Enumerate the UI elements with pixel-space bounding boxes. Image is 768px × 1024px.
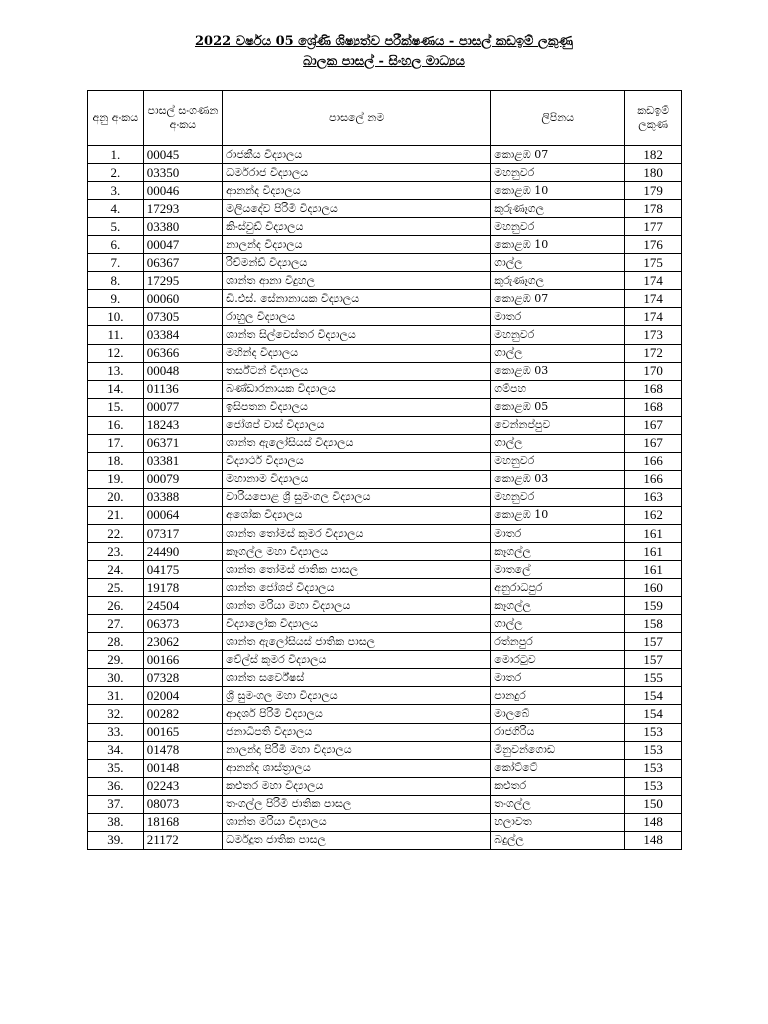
table-row [88,380,682,398]
table-row [88,272,682,290]
table-row [88,615,682,633]
school-name-cell: කෑගල්ල මහා විද්‍යාලය [223,543,491,561]
school-code-cell: 03384 [143,326,222,344]
table-row [88,362,682,380]
table-row [88,326,682,344]
address-cell: කෝට්ටේ [491,759,625,777]
table-row [88,308,682,326]
serial-cell: 21. [88,506,144,524]
address-cell: කළුතර [491,777,625,795]
serial-cell: 28. [88,633,144,651]
cutoff-mark-cell: 154 [625,687,682,705]
school-name-cell: රිච්මන්ඩ් විද්‍යාලය [223,254,491,272]
school-code-cell: 24504 [143,597,222,615]
school-code-cell: 00166 [143,651,222,669]
address-cell: කුරුණෑගල [491,272,625,290]
address-cell: මහනුවර [491,488,625,506]
serial-cell: 23. [88,543,144,561]
school-name-cell: රාජකීය විද්‍යාලය [223,146,491,164]
school-code-cell: 00282 [143,705,222,723]
school-name-cell: ජනාධිපති විද්‍යාලය [223,723,491,741]
cutoff-mark-cell: 157 [625,633,682,651]
cutoff-mark-cell: 150 [625,795,682,813]
school-code-cell: 17293 [143,200,222,218]
school-code-cell: 04175 [143,561,222,579]
address-cell: කොළඹ 05 [491,398,625,416]
table-row [88,705,682,723]
address-cell: කොළඹ 03 [491,470,625,488]
serial-cell: 4. [88,200,144,218]
address-cell: මාතර [491,669,625,687]
school-name-cell: තංගල්ල පිරිමි ජාතික පාසල [223,795,491,813]
school-code-cell: 03388 [143,488,222,506]
school-name-cell: ශ්‍රී සුමංගල මහා විද්‍යාලය [223,687,491,705]
school-code-cell: 00165 [143,723,222,741]
school-code-cell: 00148 [143,759,222,777]
address-cell: කොළඹ 07 [491,146,625,164]
cutoff-mark-cell: 153 [625,759,682,777]
address-cell: මාලබේ [491,705,625,723]
address-cell: කොළඹ 10 [491,182,625,200]
serial-cell: 5. [88,218,144,236]
school-name-cell: ආනන්ද ශාස්ත්‍රාලය [223,759,491,777]
address-cell: වෙන්නප්පුව [491,416,625,434]
serial-cell: 12. [88,344,144,362]
address-cell: බදුල්ල [491,831,625,849]
serial-cell: 20. [88,488,144,506]
table-row [88,579,682,597]
column-header-school-code: පාසල් සංගණන අංකය [143,91,222,146]
page-subtitle: බාලක පාසල් - සිංහල මාධ්‍යය [303,54,465,69]
school-code-cell: 18168 [143,813,222,831]
table-row [88,254,682,272]
table-row [88,633,682,651]
cutoff-mark-cell: 170 [625,362,682,380]
school-code-cell: 06373 [143,615,222,633]
school-code-cell: 21172 [143,831,222,849]
cutoff-mark-cell: 159 [625,597,682,615]
address-cell: මහනුවර [491,164,625,182]
serial-cell: 22. [88,524,144,542]
cutoff-mark-cell: 160 [625,579,682,597]
school-code-cell: 00064 [143,506,222,524]
table-row [88,434,682,452]
table-row [88,182,682,200]
cutoff-mark-cell: 162 [625,506,682,524]
serial-cell: 39. [88,831,144,849]
table-row [88,543,682,561]
table-row [88,164,682,182]
serial-cell: 25. [88,579,144,597]
school-name-cell: ආදර්ශ පිරිමි විද්‍යාලය [223,705,491,723]
serial-cell: 15. [88,398,144,416]
cutoff-mark-cell: 168 [625,380,682,398]
table-row [88,524,682,542]
address-cell: කෑගල්ල [491,543,625,561]
serial-cell: 9. [88,290,144,308]
school-code-cell: 00079 [143,470,222,488]
school-code-cell: 23062 [143,633,222,651]
serial-cell: 17. [88,434,144,452]
school-code-cell: 03381 [143,452,222,470]
address-cell: පානදුර [491,687,625,705]
school-name-cell: විද්‍යාර්ථ විද්‍යාලය [223,452,491,470]
school-code-cell: 07317 [143,524,222,542]
cutoff-mark-cell: 166 [625,452,682,470]
school-name-cell: ශාන්ත මරියා විද්‍යාලය [223,813,491,831]
address-cell: කොළඹ 10 [491,236,625,254]
school-name-cell: වාරියපොළ ශ්‍රී සුමංගල විද්‍යාලය [223,488,491,506]
column-header-school-name: පාසලේ නම [223,91,491,146]
column-header-address: ලිපිනය [491,91,625,146]
cutoff-mark-cell: 148 [625,831,682,849]
cutoff-mark-cell: 167 [625,416,682,434]
school-name-cell: බණ්ඩාරනායක විද්‍යාලය [223,380,491,398]
school-code-cell: 17295 [143,272,222,290]
cutoff-mark-cell: 157 [625,651,682,669]
school-name-cell: මලියදේව පිරිමි විද්‍යාලය [223,200,491,218]
cutoff-mark-cell: 158 [625,615,682,633]
address-cell: මාතර [491,524,625,542]
school-code-cell: 00045 [143,146,222,164]
serial-cell: 37. [88,795,144,813]
address-cell: මිනුවන්ගොඩ [491,741,625,759]
school-code-cell: 01478 [143,741,222,759]
serial-cell: 30. [88,669,144,687]
address-cell: තංගල්ල [491,795,625,813]
table-row [88,344,682,362]
table-row [88,236,682,254]
school-name-cell: ශාන්ත ජෝශප් විද්‍යාලය [223,579,491,597]
cutoff-mark-cell: 148 [625,813,682,831]
school-name-cell: අශෝක විද්‍යාලය [223,506,491,524]
table-row [88,200,682,218]
address-cell: කෑගල්ල [491,597,625,615]
address-cell: හලාවත [491,813,625,831]
school-name-cell: මහින්ද විද්‍යාලය [223,344,491,362]
school-name-cell: ආනන්ද විද්‍යාලය [223,182,491,200]
cutoff-mark-cell: 163 [625,488,682,506]
address-cell: මාතර [491,308,625,326]
serial-cell: 16. [88,416,144,434]
school-code-cell: 00046 [143,182,222,200]
address-cell: අනුරාධපුර [491,579,625,597]
cutoff-mark-cell: 174 [625,308,682,326]
school-code-cell: 06366 [143,344,222,362]
table-row [88,218,682,236]
serial-cell: 6. [88,236,144,254]
serial-cell: 24. [88,561,144,579]
school-name-cell: ධර්මරාජ විද්‍යාලය [223,164,491,182]
school-name-cell: ශාන්ත තෝමස් කුමර විද්‍යාලය [223,524,491,542]
serial-cell: 34. [88,741,144,759]
table-row [88,506,682,524]
address-cell: මාතලේ [491,561,625,579]
table-row [88,669,682,687]
school-name-cell: වේල්ස් කුමර විද්‍යාලය [223,651,491,669]
table-row [88,416,682,434]
address-cell: රාජගිරිය [491,723,625,741]
school-name-cell: තර්ස්ටන් විද්‍යාලය [223,362,491,380]
address-cell: මහනුවර [491,326,625,344]
cutoff-mark-cell: 154 [625,705,682,723]
serial-cell: 27. [88,615,144,633]
table-row [88,795,682,813]
cutoff-mark-cell: 168 [625,398,682,416]
address-cell: මොරටුව [491,651,625,669]
table-row [88,290,682,308]
serial-cell: 35. [88,759,144,777]
address-cell: කොළඹ 03 [491,362,625,380]
address-cell: මහනුවර [491,452,625,470]
school-name-cell: නාලන්ද විද්‍යාලය [223,236,491,254]
serial-cell: 38. [88,813,144,831]
address-cell: කොළඹ 07 [491,290,625,308]
serial-cell: 8. [88,272,144,290]
serial-cell: 11. [88,326,144,344]
cutoff-mark-cell: 176 [625,236,682,254]
school-name-cell: ඉසිපතන විද්‍යාලය [223,398,491,416]
school-name-cell: ජෝශප් වාස් විද්‍යාලය [223,416,491,434]
column-header-cutoff-mark: කඩඉම් ලකුණ [625,91,682,146]
address-cell: මහනුවර [491,218,625,236]
school-name-cell: ශාන්ත ආනා විදුහල [223,272,491,290]
page-title: 2022 වර්ෂය 05 ශ්‍රේණි ශිෂ්‍යත්ව පරීක්ෂණය - පාසල් කඩඉම් ලකුණු [194,34,573,49]
serial-cell: 2. [88,164,144,182]
column-header-serial: අනු අංකය [88,91,144,146]
school-code-cell: 06371 [143,434,222,452]
serial-cell: 33. [88,723,144,741]
cutoff-mark-cell: 172 [625,344,682,362]
school-code-cell: 06367 [143,254,222,272]
table-row [88,777,682,795]
cutoff-mark-cell: 166 [625,470,682,488]
school-name-cell: විද්‍යාලෝක විද්‍යාලය [223,615,491,633]
school-name-cell: ශාන්ත සර්වේෂස් [223,669,491,687]
table-row [88,687,682,705]
serial-cell: 36. [88,777,144,795]
school-name-cell: කිංස්වුඩ් විද්‍යාලය [223,218,491,236]
cutoff-mark-cell: 175 [625,254,682,272]
cutoff-mark-cell: 153 [625,741,682,759]
school-name-cell: ශාන්ත ඇලෝසියස් ජාතික පාසල [223,633,491,651]
table-row [88,398,682,416]
serial-cell: 10. [88,308,144,326]
cutoff-mark-cell: 174 [625,290,682,308]
serial-cell: 19. [88,470,144,488]
cutoff-mark-cell: 179 [625,182,682,200]
address-cell: රත්නපුර [491,633,625,651]
table-row [88,741,682,759]
school-code-cell: 02243 [143,777,222,795]
school-name-cell: නාලන්දා පිරිමි මහා විද්‍යාලය [223,741,491,759]
table-row [88,759,682,777]
table-row [88,488,682,506]
table-row [88,597,682,615]
cutoff-mark-cell: 153 [625,723,682,741]
school-code-cell: 00077 [143,398,222,416]
school-code-cell: 18243 [143,416,222,434]
school-name-cell: රාහුල විද්‍යාලය [223,308,491,326]
serial-cell: 31. [88,687,144,705]
school-code-cell: 07305 [143,308,222,326]
school-code-cell: 00060 [143,290,222,308]
school-code-cell: 19178 [143,579,222,597]
table-row [88,723,682,741]
school-code-cell: 08073 [143,795,222,813]
cutoff-mark-cell: 155 [625,669,682,687]
school-code-cell: 02004 [143,687,222,705]
cutoff-mark-cell: 161 [625,561,682,579]
school-name-cell: කළුතර මහා විද්‍යාලය [223,777,491,795]
school-name-cell: ඩී.එස්. සේනානායක විද්‍යාලය [223,290,491,308]
cutoff-mark-cell: 180 [625,164,682,182]
school-name-cell: ශාන්ත තෝමස් ජාතික පාසල [223,561,491,579]
school-name-cell: ධර්මදූත ජාතික පාසල [223,831,491,849]
school-code-cell: 00048 [143,362,222,380]
cutoff-marks-table [87,90,682,850]
school-code-cell: 07328 [143,669,222,687]
table-row [88,831,682,849]
table-row [88,651,682,669]
cutoff-mark-cell: 153 [625,777,682,795]
table-row [88,561,682,579]
school-name-cell: ශාන්ත ඇලෝසියස් විද්‍යාලය [223,434,491,452]
cutoff-mark-cell: 177 [625,218,682,236]
school-code-cell: 01136 [143,380,222,398]
cutoff-mark-cell: 174 [625,272,682,290]
serial-cell: 3. [88,182,144,200]
serial-cell: 7. [88,254,144,272]
cutoff-mark-cell: 161 [625,543,682,561]
cutoff-mark-cell: 161 [625,524,682,542]
cutoff-mark-cell: 173 [625,326,682,344]
serial-cell: 32. [88,705,144,723]
cutoff-mark-cell: 178 [625,200,682,218]
serial-cell: 14. [88,380,144,398]
cutoff-mark-cell: 167 [625,434,682,452]
address-cell: ගාල්ල [491,254,625,272]
serial-cell: 1. [88,146,144,164]
address-cell: කොළඹ 10 [491,506,625,524]
address-cell: ගාල්ල [491,434,625,452]
serial-cell: 13. [88,362,144,380]
address-cell: ගාල්ල [491,344,625,362]
serial-cell: 29. [88,651,144,669]
table-row [88,470,682,488]
address-cell: කුරුණෑගල [491,200,625,218]
school-code-cell: 03380 [143,218,222,236]
address-cell: ගම්පහ [491,380,625,398]
serial-cell: 18. [88,452,144,470]
serial-cell: 26. [88,597,144,615]
table-row [88,452,682,470]
table-row [88,146,682,164]
school-code-cell: 03350 [143,164,222,182]
school-name-cell: ශාන්ත මරියා මහා විද්‍යාලය [223,597,491,615]
school-code-cell: 00047 [143,236,222,254]
address-cell: ගාල්ල [491,615,625,633]
school-name-cell: ශාන්ත සිල්වෙස්තර විද්‍යාලය [223,326,491,344]
school-name-cell: මහානාම විද්‍යාලය [223,470,491,488]
school-code-cell: 24490 [143,543,222,561]
table-row [88,813,682,831]
table-header-row [88,91,682,146]
cutoff-mark-cell: 182 [625,146,682,164]
